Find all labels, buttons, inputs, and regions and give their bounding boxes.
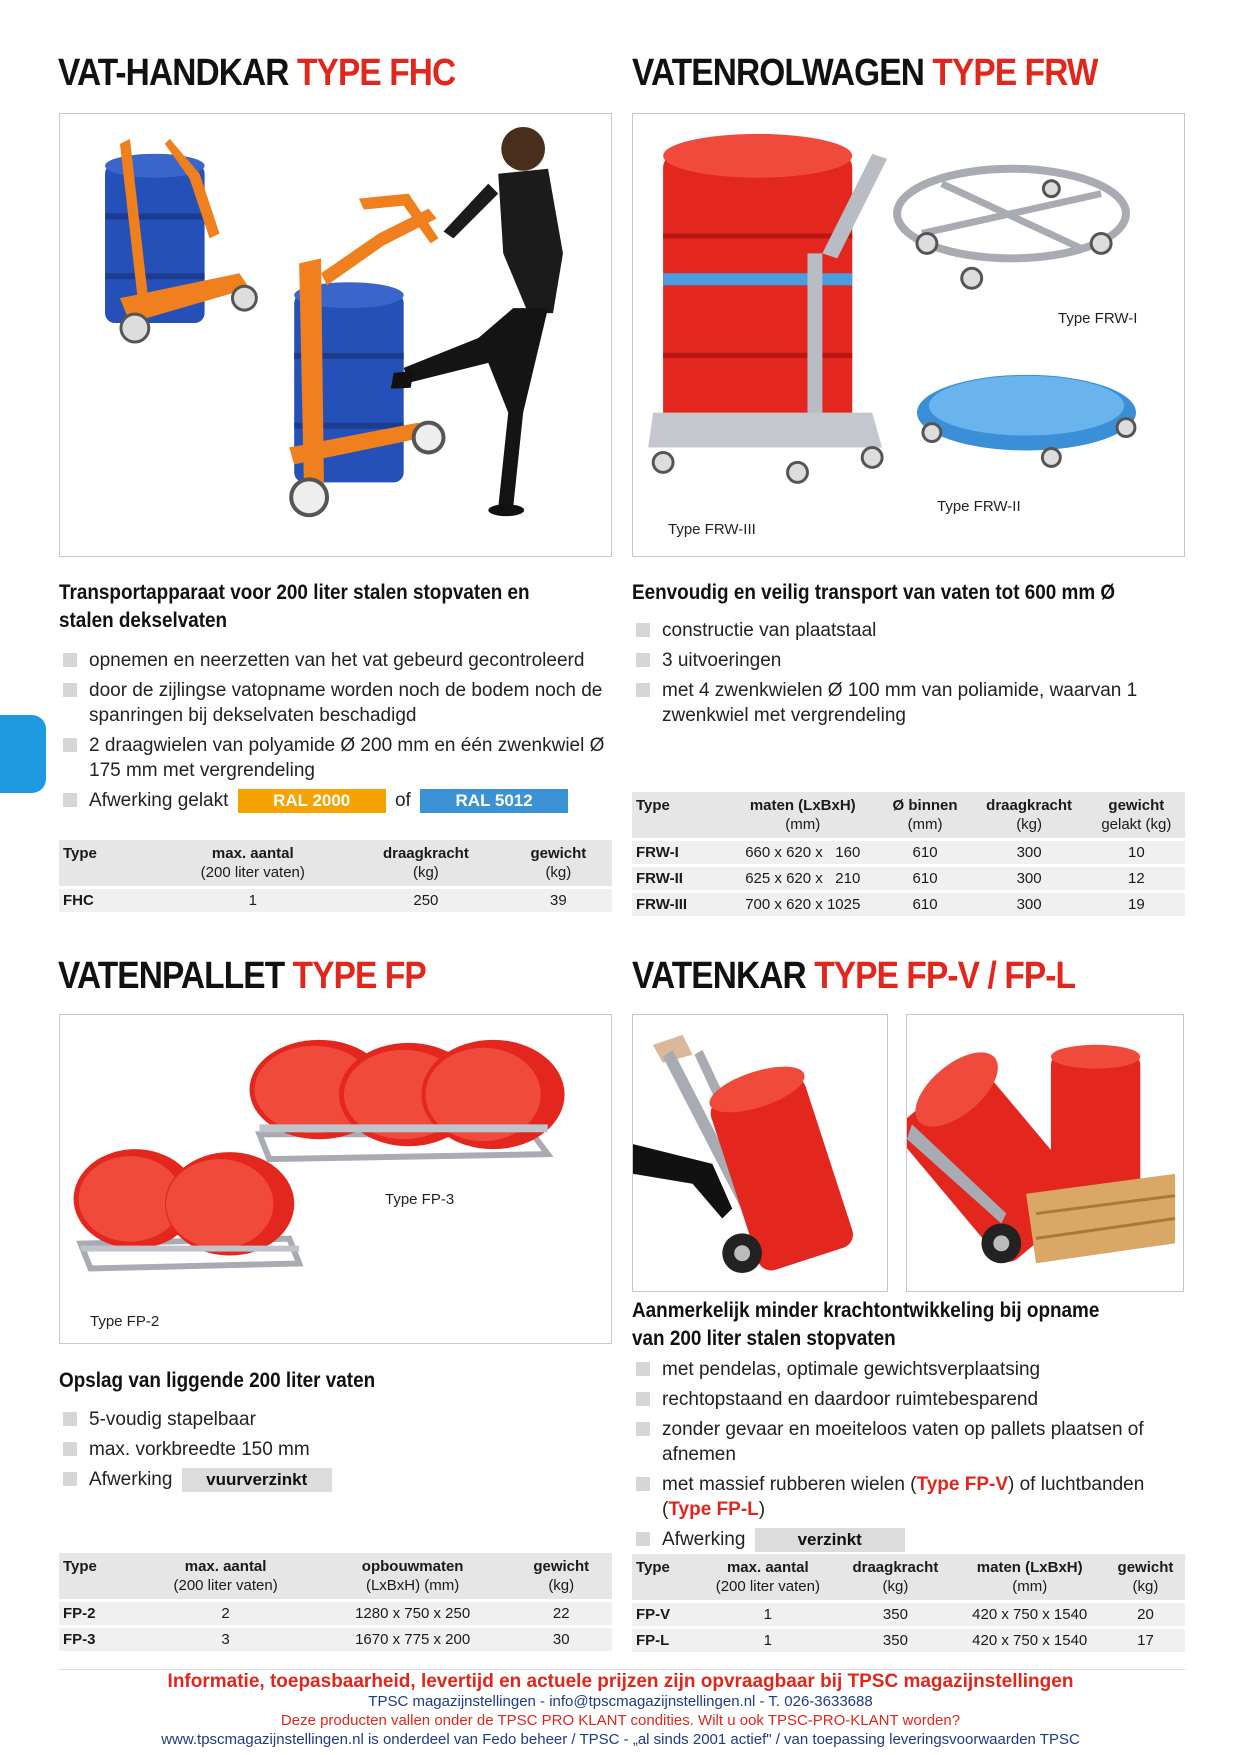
fp-bullets [59, 1407, 619, 1497]
fpv-title-type: TYPE FP-V / FP-L [814, 955, 1076, 997]
fpv-bullet-wheels [632, 1472, 1192, 1522]
table-row [59, 1627, 612, 1653]
header-unit: (LxBxH) (mm) [365, 1577, 460, 1594]
header-unit: (kg) [545, 864, 572, 881]
fpv-finish-badge: verzinkt [755, 1528, 905, 1552]
table-cell: 10 [1088, 840, 1185, 866]
fpv-wheels-text-c: ) [758, 1499, 766, 1520]
table-cell: 1 [698, 1628, 837, 1654]
table-cell: 420 x 750 x 1540 [954, 1602, 1106, 1628]
frw-bullet-3: met 4 zwenkwielen Ø 100 mm van poliamide, waarvan 1 zwenkwiel met vergrendeling [632, 678, 1192, 728]
fpv-title-main: VATENKAR [632, 955, 815, 997]
table-cell: 19 [1088, 892, 1185, 918]
header-unit: (200 liter vaten) [173, 1577, 278, 1594]
header-cell: max. aantal [211, 845, 294, 862]
footer-pro-klant-line: Deze producten vallen onder de TPSC PRO KLANT condities. Wilt u ook TPSC-PRO-KLANT worden? [280, 1712, 961, 1729]
fpv-bullet-2: rechtopstaand en daardoor ruimtebesparend [632, 1387, 1192, 1412]
fhc-bullet-2: door de zijlingse vatopname worden noch de bodem noch de spanringen bij dekselvaten beschadigd [59, 678, 619, 728]
ral-5012-badge: RAL 5012 [420, 789, 568, 813]
table-header-row [632, 792, 1185, 840]
table-cell: 20 [1106, 1602, 1185, 1628]
table-cell: 1670 x 775 x 200 [315, 1627, 511, 1653]
frw-bullet-1: constructie van plaatstaal [632, 618, 1192, 643]
table-cell: 625 x 620 x 210 [726, 866, 880, 892]
table-cell: 39 [505, 888, 612, 914]
fpv-finish-label: Afwerking [662, 1529, 746, 1550]
frw-bullet-2: 3 uitvoeringen [632, 648, 1192, 673]
table-header-row [632, 1554, 1185, 1602]
frw-title [632, 52, 1098, 95]
table-cell: 660 x 620 x 160 [726, 840, 880, 866]
header-cell: maten (LxBxH) [749, 797, 856, 814]
fhc-bullet-3: 2 draagwielen van polyamide Ø 200 mm en één zwenkwiel Ø 175 mm met vergrendeling [59, 733, 619, 783]
fpv-wheels-text-a: met massief rubberen wielen ( [662, 1474, 917, 1495]
table-header-row [59, 840, 612, 888]
fhc-finish [59, 788, 619, 813]
frw-subtitle: Eenvoudig en veilig transport van vaten tot 600 mm Ø [632, 581, 1116, 604]
table-row [59, 888, 612, 914]
header-unit: (kg) [412, 864, 439, 881]
footer-info-line: Informatie, toepasbaarheid, levertijd en actuele prijzen zijn opvraagbaar bij TPSC magazijnstellingen [167, 1671, 1074, 1692]
table-cell: 300 [971, 866, 1088, 892]
fp-title-type: TYPE FP [292, 955, 426, 997]
header-cell: draagkracht [986, 797, 1073, 814]
fp-finish-label: Afwerking [89, 1469, 173, 1490]
fpv-wheels-type-v: Type FP-V [916, 1474, 1008, 1495]
header-unit: (kg) [1016, 816, 1043, 833]
fpv-bullet-1: met pendelas, optimale gewichtsverplaatsing [632, 1357, 1192, 1382]
header-unit: (200 liter vaten) [200, 864, 305, 881]
fp-bullet-2: max. vorkbreedte 150 mm [59, 1437, 619, 1462]
header-unit: (mm) [1012, 1578, 1048, 1595]
table-row [632, 866, 1185, 892]
table-cell: 12 [1088, 866, 1185, 892]
fpv-subtitle: Aanmerkelijk minder krachtontwikkeling bij opname van 200 liter stalen stopvaten [632, 1299, 1100, 1350]
table-cell: 22 [510, 1601, 612, 1627]
header-cell: max. aantal [184, 1558, 267, 1575]
header-cell: draagkracht [852, 1559, 939, 1576]
table-cell: 610 [880, 892, 971, 918]
table-row [632, 1602, 1185, 1628]
fhc-finish-label: Afwerking gelakt [89, 790, 229, 811]
header-cell: Type [636, 1559, 670, 1576]
fpv-bullets [632, 1357, 1192, 1557]
table-cell: 610 [880, 840, 971, 866]
fp-finish [59, 1467, 619, 1492]
fpv-finish [632, 1527, 1192, 1552]
table-cell: FP-V [632, 1602, 698, 1628]
table-cell: FHC [59, 888, 159, 914]
fhc-bullets [59, 648, 619, 818]
header-cell: Ø binnen [892, 797, 958, 814]
fpv-photo-1 [632, 1014, 888, 1292]
fhc-finish-or: of [394, 790, 411, 811]
footer-divider [59, 1669, 1185, 1670]
table-cell: FP-3 [59, 1627, 136, 1653]
table-cell: 30 [510, 1627, 612, 1653]
frw-bullets [632, 618, 1192, 733]
header-unit: (200 liter vaten) [715, 1578, 820, 1595]
table-cell: 300 [971, 840, 1088, 866]
frw-iii-caption: Type FRW-III [668, 521, 756, 538]
frw-ii-caption: Type FRW-II [937, 498, 1021, 515]
fpv-bullet-3: zonder gevaar en moeiteloos vaten op pallets plaatsen of afnemen [632, 1417, 1192, 1467]
footer-website-line: www.tpscmagazijnstellingen.nl is onderdeel van Fedo beheer / TPSC - „al sinds 2001 actief" / van toepassing leveringsvoorwaarden TPSC [161, 1731, 1080, 1748]
header-unit: (kg) [882, 1578, 909, 1595]
table-cell: 300 [971, 892, 1088, 918]
table-cell: FP-L [632, 1628, 698, 1654]
fp-3-caption: Type FP-3 [385, 1191, 455, 1208]
frw-title-type: TYPE FRW [932, 52, 1098, 94]
fp-title [58, 955, 426, 998]
table-cell: 2 [136, 1601, 314, 1627]
frw-photo [632, 113, 1185, 557]
fp-photo [59, 1014, 612, 1344]
ral-2000-badge: RAL 2000 [238, 789, 386, 813]
header-cell: Type [63, 845, 97, 862]
header-cell: draagkracht [382, 845, 469, 862]
table-cell: 1 [698, 1602, 837, 1628]
table-cell: 250 [347, 888, 505, 914]
header-cell: max. aantal [726, 1559, 809, 1576]
table-cell: 350 [837, 1602, 953, 1628]
header-unit: (kg) [1132, 1578, 1159, 1595]
table-cell: FRW-III [632, 892, 726, 918]
table-cell: 3 [136, 1627, 314, 1653]
table-row [59, 1601, 612, 1627]
table-cell: 610 [880, 866, 971, 892]
header-unit: gelakt (kg) [1101, 816, 1172, 833]
footer-contact-line: TPSC magazijnstellingen - info@tpscmagazijnstellingen.nl - T. 026-3633688 [368, 1693, 873, 1710]
header-unit: (mm) [907, 816, 943, 833]
table-cell: FP-2 [59, 1601, 136, 1627]
table-cell: 700 x 620 x 1025 [726, 892, 880, 918]
fp-bullet-1: 5-voudig stapelbaar [59, 1407, 619, 1432]
table-header-row [59, 1553, 612, 1601]
header-cell: gewicht [533, 1558, 590, 1575]
table-row [632, 892, 1185, 918]
table-cell: FRW-I [632, 840, 726, 866]
fhc-subtitle: Transportapparaat voor 200 liter stalen stopvaten en stalen dekselvaten [59, 581, 530, 632]
fp-2-caption: Type FP-2 [90, 1313, 160, 1330]
fp-title-main: VATENPALLET [58, 955, 293, 997]
table-cell: 1 [159, 888, 348, 914]
fp-finish-badge: vuurverzinkt [182, 1468, 332, 1492]
fpv-title [632, 955, 1075, 998]
fhc-bullet-1: opnemen en neerzetten van het vat gebeurd gecontroleerd [59, 648, 619, 673]
side-tab [0, 715, 46, 793]
fp-subtitle: Opslag van liggende 200 liter vaten [59, 1369, 376, 1392]
fp-table [59, 1553, 612, 1654]
table-row [632, 1628, 1185, 1654]
table-cell: 420 x 750 x 1540 [954, 1628, 1106, 1654]
table-cell: FRW-II [632, 866, 726, 892]
fhc-title-type: TYPE FHC [296, 52, 456, 94]
table-cell: 1280 x 750 x 250 [315, 1601, 511, 1627]
fpv-table [632, 1554, 1185, 1655]
header-cell: gewicht [1108, 797, 1165, 814]
header-cell: maten (LxBxH) [976, 1559, 1083, 1576]
table-cell: 350 [837, 1628, 953, 1654]
header-cell: gewicht [530, 845, 587, 862]
table-cell: 17 [1106, 1628, 1185, 1654]
header-cell: opbouwmaten [361, 1558, 464, 1575]
header-cell: gewicht [1117, 1559, 1174, 1576]
fhc-title [58, 52, 455, 95]
frw-title-main: VATENROLWAGEN [632, 52, 933, 94]
header-unit: (mm) [785, 816, 821, 833]
frw-i-caption: Type FRW-I [1058, 310, 1138, 327]
fpv-photo-2 [906, 1014, 1184, 1292]
header-cell: Type [636, 797, 670, 814]
fhc-photo [59, 113, 612, 557]
header-unit: (kg) [548, 1577, 575, 1594]
fpv-wheels-type-l: Type FP-L [668, 1499, 759, 1520]
fhc-table [59, 840, 612, 915]
header-cell: Type [63, 1558, 97, 1575]
frw-table [632, 792, 1185, 919]
table-row [632, 840, 1185, 866]
fpv-wheels-text-b: ) of luchtbanden ( [662, 1474, 1145, 1520]
fhc-title-main: VAT-HANDKAR [58, 52, 297, 94]
